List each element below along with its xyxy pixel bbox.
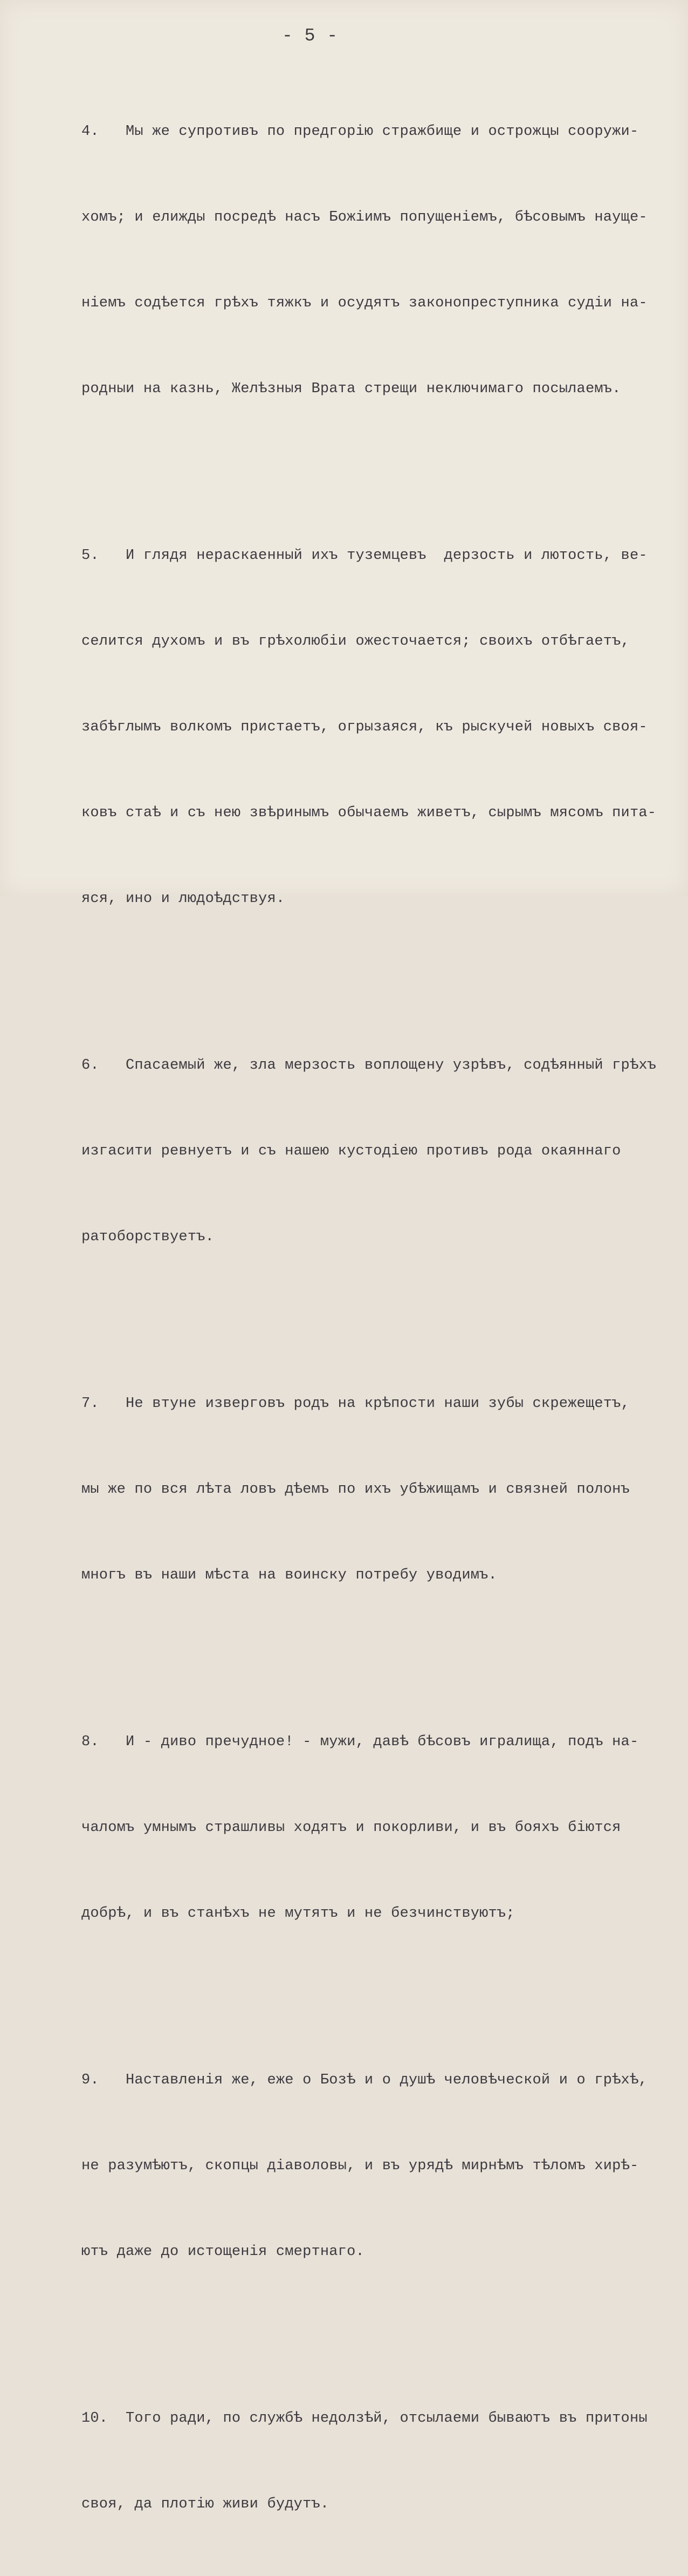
text-line: хомъ; и елижды посредѣ насъ Божіимъ попущеніемъ, бѣсовымъ науще- [81, 209, 648, 226]
text-line: добрѣ, и въ станѣхъ не мутятъ и не безчинствуютъ; [81, 1905, 515, 1922]
text-line: чаломъ умнымъ страшливы ходятъ и покорливи, и въ бояхъ біются [81, 1820, 621, 1836]
text-line: ратоборствуетъ. [81, 1229, 215, 1245]
text-line: родныи на казнь, Желѣзныя Врата стрещи неключимаго посылаемъ. [81, 381, 621, 397]
text-line: многъ въ наши мѣста на воинску потребу уводимъ. [81, 1567, 497, 1583]
paragraph-10 [81, 2347, 664, 2576]
text-line: 4. Мы же супротивъ по предгорію стражбищe и острожцы сооружи- [81, 124, 639, 140]
text-line: мы же по вся лѣта ловъ дѣемъ по ихъ убѣжищамъ и связней полонъ [81, 1481, 630, 1498]
paragraph-4 [81, 60, 664, 461]
text-line: изгасити ревнуетъ и съ нашею кустодіею противъ рода окаяннаго [81, 1143, 621, 1159]
paragraph-7 [81, 1333, 664, 1647]
text-line: 9. Наставленія же, еже о Бозѣ и о душѣ человѣческой и о грѣхѣ, [81, 2072, 648, 2088]
paragraph-5 [81, 484, 664, 971]
paragraph-8 [81, 1671, 664, 1985]
text-line: селится духомъ и въ грѣхолюбіи ожесточается; своихъ отбѣгаетъ, [81, 633, 630, 650]
text-line: 8. И - диво пречудное! - мужи, давѣ бѣсовъ игралища, подъ на- [81, 1734, 639, 1750]
paragraph-6 [81, 994, 664, 1309]
text-line: не разумѣютъ, скопцы діаволовы, и въ урядѣ мирнѣмъ тѣломъ хирѣ- [81, 2158, 639, 2174]
text-line: 6. Спасаемый же, зла мерзость воплощену узрѣвъ, содѣянный грѣхъ [81, 1057, 657, 1074]
text-line: ніемъ содѣется грѣхъ тяжкъ и осудятъ законопреступника судіи на- [81, 295, 648, 311]
text-line: яся, ино и людоѣдствуя. [81, 891, 285, 907]
text-line: забѣглымъ волкомъ пристаетъ, огрызаяся, къ рыскучей новыхъ своя- [81, 719, 648, 735]
page-number: - 5 - [281, 26, 339, 46]
document-body [81, 60, 664, 2576]
text-line: 7. Не втуне изверговъ родъ на крѣпости наши зубы скрежещетъ, [81, 1396, 630, 1412]
text-line: 10. Того ради, по службѣ недолзѣй, отсылаеми бываютъ въ притоны [81, 2410, 648, 2427]
text-line: 5. И глядя нераскаенный ихъ туземцевъ дерзость и лютость, ве- [81, 548, 648, 564]
text-line: ютъ даже до истощенія смертнаго. [81, 2244, 364, 2260]
paragraph-9 [81, 2009, 664, 2324]
text-line: ковъ стаѣ и съ нею звѣринымъ обычаемъ живетъ, сырымъ мясомъ пита- [81, 805, 657, 821]
text-line: своя, да плотію живи будутъ. [81, 2496, 329, 2512]
